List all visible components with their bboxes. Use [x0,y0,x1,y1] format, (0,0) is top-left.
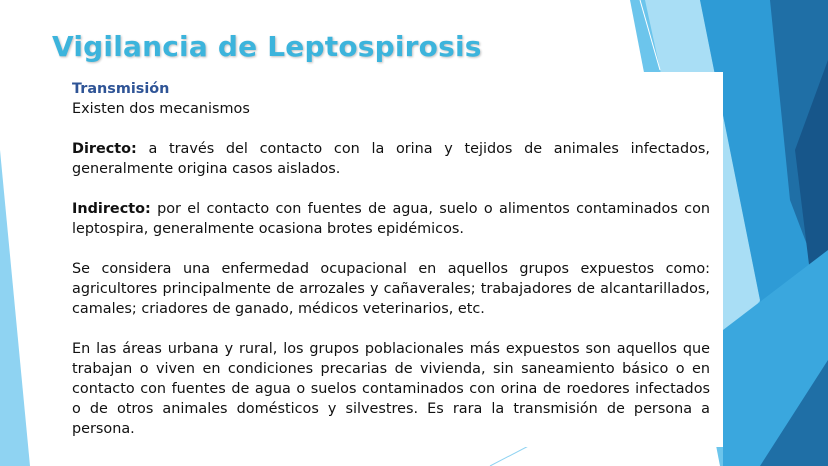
left-light-shape [0,150,30,466]
slide-title: Vigilancia de Leptospirosis [52,30,482,63]
slide-body [72,79,710,439]
direct-label: Directo: [72,141,137,157]
section-heading: Transmisión [72,81,170,97]
direct-paragraph [72,139,710,179]
indirect-label: Indirecto: [72,201,151,217]
intro-paragraph: Existen dos mecanismos [72,101,250,117]
indirect-text: por el contacto con fuentes de agua, suelo o alimentos contaminados con leptospira, generalmente ocasiona brotes epidémicos. [72,201,710,237]
population-paragraph: En las áreas urbana y rural, los grupos poblacionales más expuestos son aquellos que trabajan o viven en condiciones precarias de vivienda, sin saneamiento básico o en contacto con fuentes de agua o suelos contaminados con orina de roedores infectados o de otros animales domésticos y silvestres. Es rara la transmisión de persona a persona. [72,341,710,437]
direct-text: a través del contacto con la orina y tejidos de animales infectados, generalmente origina casos aislados. [72,141,710,177]
indirect-paragraph [72,199,710,239]
occupational-paragraph: Se considera una enfermedad ocupacional en aquellos grupos expuestos como: agricultores principalmente de arrozales y cañaverales; trabajadores de alcantarillados, camales; criadores de ganado, médicos veterinarios, etc. [72,261,710,317]
